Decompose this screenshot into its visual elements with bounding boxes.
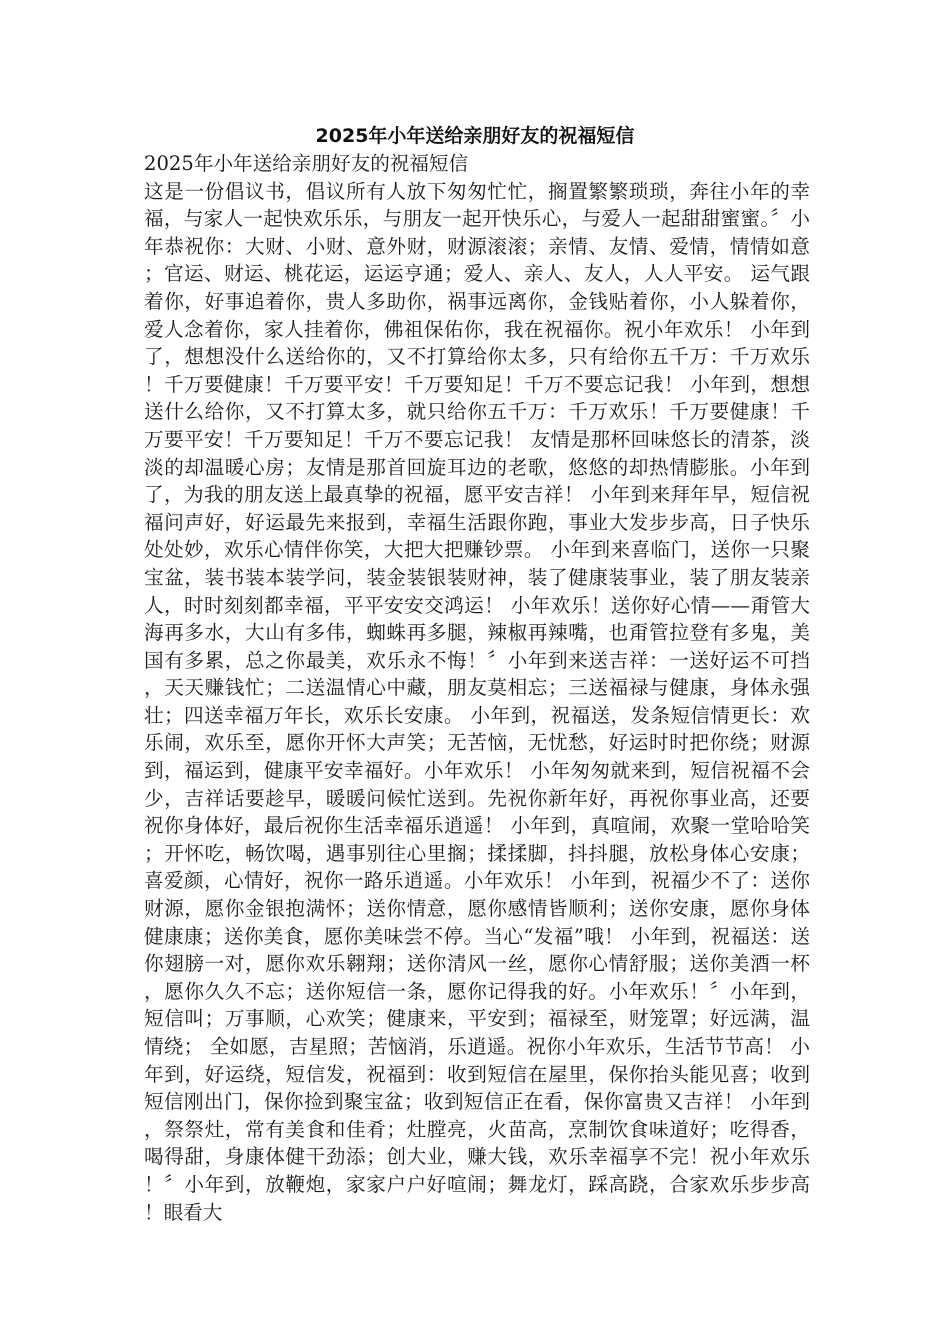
document-paragraph: 这是一份倡议书，倡议所有人放下匆匆忙忙，搁置繁繁琐琐，奔往小年的幸福，与家人一起快欢乐乐，与朋友一起开快乐心，与爱人一起甜甜蜜蜜。〞小年恭祝你：大财、小财、意外财，财源滚滚；亲情、友情、爱情，情情如意；官运、财运、桃花运，运运亨通；爱人、亲人、友人，人人平安。 运气跟着你，好事追着你，贵人多助你，祸事远离你，金钱贴着你，小人躲着你，爱人念着你，家人挂着你，佛祖保佑你，我在祝福你。祝小年欢乐！ 小年到了，想想没什么送给你的，又不打算给你太多，只有给你五千万：千万欢乐！千万要健康！千万要平安！千万要知足！千万不要忘记我！ 小年到，想想送什么给你，又不打算太多，就只给你五千万：千万欢乐！千万要健康！千万要平安！千万要知足！千万不要忘记我！ 友情是那杯回味悠长的清茶，淡淡的却温暖心房；友情是那首回旋耳边的老歌，悠悠的却热情膨胀。小年到了，为我的朋友送上最真挚的祝福，愿平安吉祥！ 小年到来拜年早，短信祝福问声好，好运最先来报到，幸福生活跟你跑，事业大发步步高，日子快乐处处妙，欢乐心情伴你笑，大把大把赚钞票。 小年到来喜临门，送你一只聚宝盆，装书装本装学问，装金装银装财神，装了健康装事业，装了朋友装亲人，时时刻刻都幸福，平平安安交鸿运！ 小年欢乐！送你好心情——甭管大海再多水，大山有多伟，蜘蛛再多腿，辣椒再辣嘴，也甭管拉登有多鬼，美国有多累，总之你最美，欢乐永不悔！〞小年到来送吉祥：一送好运不可挡，天天赚钱忙；二送温情心中藏，朋友莫相忘；三送福禄与健康，身体永强壮；四送幸福万年长，欢乐长安康。 小年到，祝福送，发条短信情更长：欢乐闹，欢乐至，愿你开怀大声笑；无苦恼，无忧愁，好运时时把你绕；财源到，福运到，健康平安幸福好。小年欢乐！ 小年匆匆就来到，短信祝福不会少，吉祥话要趁早，暖暖问候忙送到。先祝你新年好，再祝你事业高，还要祝你身体好，最后祝你生活幸福乐逍遥！ 小年到，真喧闹，欢聚一堂哈哈笑；开怀吃，畅饮喝，遇事别往心里搁；揉揉脚，抖抖腿，放松身体心安康；喜爱颜，心情好，祝你一路乐逍遥。小年欢乐！ 小年到，祝福少不了：送你财源，愿你金银抱满怀；送你情意，愿你感情皆顺利；送你安康，愿你身体健康康；送你美食，愿你美味尝不停。当心“发福”哦！ 小年到，祝福送：送你翅膀一对，愿你欢乐翱翔；送你清风一丝，愿你心情舒服；送你美酒一杯，愿你久久不忘；送你短信一条，愿你记得我的好。小年欢乐！〞小年到，短信叫；万事顺，心欢笑；健康来，平安到；福禄至，财笼罩；好远满，温情绕； 全如愿，吉星照；苦恼消，乐逍遥。祝你小年欢乐，生活节节高！ 小年到，好运绕，短信发，祝福到：收到短信在屋里，保你抬头能见喜；收到短信刚出门，保你捡到聚宝盆；收到短信正在看，保你富贵又吉祥！ 小年到，祭祭灶，常有美食和佳肴；灶膛亮，火苗高，烹制饮食味道好；吃得香，喝得甜，身康体健干劲添；创大业，赚大钱，欢乐幸福享不完！祝小年欢乐！〞小年到，放鞭炮，家家户户好喧闹；舞龙灯，踩高跷，合家欢乐步步高！眼看大 [144,179,810,1224]
document-body [144,150,810,1226]
document-subtitle: 2025年小年送给亲朋好友的祝福短信 [144,152,469,175]
document-title: 2025年小年送给亲朋好友的祝福短信 [315,125,635,147]
